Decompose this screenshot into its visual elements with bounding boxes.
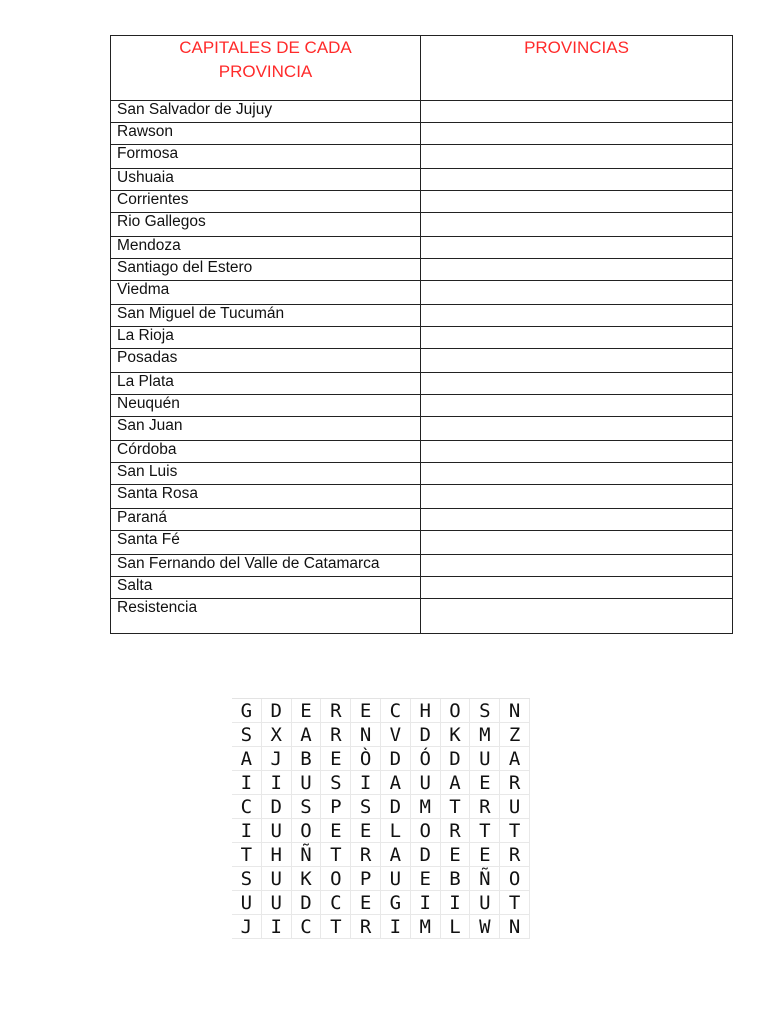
province-answer-cell[interactable] (421, 305, 733, 327)
table-row (111, 213, 733, 237)
letter-cell[interactable]: I (381, 915, 411, 939)
letter-cell[interactable]: C (232, 795, 262, 819)
letter-cell[interactable]: R (321, 723, 351, 747)
capital-cell: Mendoza (111, 237, 421, 259)
capital-cell: Salta (111, 577, 421, 599)
letter-cell[interactable]: I (411, 891, 441, 915)
province-answer-cell[interactable] (421, 213, 733, 237)
capital-cell: Santa Rosa (111, 485, 421, 509)
letter-cell[interactable]: E (470, 843, 500, 867)
capital-cell: Formosa (111, 145, 421, 169)
letter-cell[interactable]: D (381, 747, 411, 771)
letter-cell[interactable]: D (381, 795, 411, 819)
letter-cell[interactable]: U (411, 771, 441, 795)
capital-cell: San Juan (111, 417, 421, 441)
letter-cell[interactable]: P (351, 867, 381, 891)
capital-cell: San Fernando del Valle de Catamarca (111, 555, 421, 577)
province-answer-cell[interactable] (421, 441, 733, 463)
letter-cell[interactable]: U (232, 891, 262, 915)
letter-cell[interactable]: R (441, 819, 471, 843)
letter-cell[interactable]: E (321, 819, 351, 843)
letter-cell[interactable]: I (262, 771, 292, 795)
capital-cell: Córdoba (111, 441, 421, 463)
letter-cell[interactable]: B (441, 867, 471, 891)
letter-cell[interactable]: O (500, 867, 530, 891)
letter-cell[interactable]: R (470, 795, 500, 819)
letter-cell[interactable]: O (411, 819, 441, 843)
letter-cell[interactable]: C (381, 699, 411, 723)
province-answer-cell[interactable] (421, 599, 733, 634)
letter-cell[interactable]: E (292, 699, 322, 723)
letter-cell[interactable]: U (292, 771, 322, 795)
table-row (111, 169, 733, 191)
capital-cell: San Luis (111, 463, 421, 485)
letter-cell[interactable]: S (292, 795, 322, 819)
letter-cell[interactable]: M (411, 915, 441, 939)
capital-cell: Corrientes (111, 191, 421, 213)
letter-cell[interactable]: T (321, 843, 351, 867)
letter-cell[interactable]: H (411, 699, 441, 723)
letter-cell[interactable]: B (292, 747, 322, 771)
province-answer-cell[interactable] (421, 169, 733, 191)
province-answer-cell[interactable] (421, 577, 733, 599)
table-row (111, 531, 733, 555)
letter-cell[interactable]: O (441, 699, 471, 723)
capital-cell: Viedma (111, 281, 421, 305)
letter-cell[interactable]: J (232, 915, 262, 939)
letter-cell[interactable]: M (470, 723, 500, 747)
letter-cell[interactable]: R (351, 843, 381, 867)
capital-cell: Resistencia (111, 599, 421, 634)
letter-cell[interactable]: D (411, 843, 441, 867)
capital-cell: Neuquén (111, 395, 421, 417)
table-row (111, 555, 733, 577)
letter-cell[interactable]: R (321, 699, 351, 723)
letter-cell[interactable]: A (381, 771, 411, 795)
letter-cell[interactable]: I (441, 891, 471, 915)
province-answer-cell[interactable] (421, 509, 733, 531)
capital-cell: San Miguel de Tucumán (111, 305, 421, 327)
table-row (111, 259, 733, 281)
letter-cell[interactable]: D (262, 795, 292, 819)
province-answer-cell[interactable] (421, 555, 733, 577)
letter-cell[interactable]: A (232, 747, 262, 771)
letter-cell[interactable]: E (441, 843, 471, 867)
table-row (111, 441, 733, 463)
letter-cell[interactable]: T (232, 843, 262, 867)
table-row (111, 577, 733, 599)
letter-cell[interactable]: D (441, 747, 471, 771)
letter-cell[interactable]: E (411, 867, 441, 891)
letter-cell[interactable]: E (351, 819, 381, 843)
table-row (111, 191, 733, 213)
capital-cell: La Rioja (111, 327, 421, 349)
province-answer-cell[interactable] (421, 191, 733, 213)
table-row (111, 599, 733, 634)
letter-cell[interactable]: Ñ (292, 843, 322, 867)
capital-cell: Rawson (111, 123, 421, 145)
letter-cell[interactable]: J (262, 747, 292, 771)
letter-cell[interactable]: O (292, 819, 322, 843)
letter-cell[interactable]: A (381, 843, 411, 867)
letter-cell[interactable]: E (351, 699, 381, 723)
letter-cell[interactable]: S (232, 723, 262, 747)
letter-cell[interactable]: O (321, 867, 351, 891)
province-answer-cell[interactable] (421, 101, 733, 123)
province-answer-cell[interactable] (421, 395, 733, 417)
province-answer-cell[interactable] (421, 145, 733, 169)
province-answer-cell[interactable] (421, 485, 733, 509)
letter-cell[interactable]: A (500, 747, 530, 771)
letter-cell[interactable]: N (351, 723, 381, 747)
letter-cell[interactable]: H (262, 843, 292, 867)
letter-cell[interactable]: E (351, 891, 381, 915)
letter-cell[interactable]: T (500, 891, 530, 915)
letter-cell[interactable]: I (232, 819, 262, 843)
letter-cell[interactable]: U (470, 891, 500, 915)
letter-cell[interactable]: D (411, 723, 441, 747)
letter-cell[interactable]: U (500, 795, 530, 819)
letter-cell[interactable]: T (500, 819, 530, 843)
letter-cell[interactable]: G (381, 891, 411, 915)
table-row (111, 281, 733, 305)
letter-cell[interactable]: Ñ (470, 867, 500, 891)
letter-cell[interactable]: U (470, 747, 500, 771)
letter-cell[interactable]: U (262, 819, 292, 843)
table-row (111, 417, 733, 441)
letter-cell[interactable]: E (321, 747, 351, 771)
capital-cell: Posadas (111, 349, 421, 373)
capital-cell: Paraná (111, 509, 421, 531)
letter-cell[interactable]: M (411, 795, 441, 819)
header-capitales: CAPITALES DE CADA PROVINCIA (111, 36, 421, 101)
word-search-grid (232, 698, 530, 939)
province-answer-cell[interactable] (421, 417, 733, 441)
letter-cell[interactable]: K (292, 867, 322, 891)
table-row (111, 101, 733, 123)
letter-cell[interactable]: S (321, 771, 351, 795)
letter-cell[interactable]: D (292, 891, 322, 915)
letter-cell[interactable]: T (441, 795, 471, 819)
table-row (111, 485, 733, 509)
capital-cell: San Salvador de Jujuy (111, 101, 421, 123)
letter-cell[interactable]: R (500, 771, 530, 795)
letter-cell[interactable]: L (441, 915, 471, 939)
capital-cell: Santa Fé (111, 531, 421, 555)
letter-cell[interactable]: I (262, 915, 292, 939)
letter-cell[interactable]: R (351, 915, 381, 939)
letter-cell[interactable]: P (321, 795, 351, 819)
letter-cell[interactable]: A (292, 723, 322, 747)
province-answer-cell[interactable] (421, 349, 733, 373)
letter-cell[interactable]: Ó (411, 747, 441, 771)
capital-cell: La Plata (111, 373, 421, 395)
table-row (111, 373, 733, 395)
table-row (111, 463, 733, 485)
letter-cell[interactable]: I (232, 771, 262, 795)
province-answer-cell[interactable] (421, 373, 733, 395)
province-answer-cell[interactable] (421, 237, 733, 259)
letter-cell[interactable]: U (262, 891, 292, 915)
letter-cell[interactable]: C (292, 915, 322, 939)
letter-cell[interactable]: V (381, 723, 411, 747)
letter-cell[interactable]: C (321, 891, 351, 915)
table-header-row (111, 36, 733, 101)
letter-cell[interactable]: W (470, 915, 500, 939)
header-provincias: PROVINCIAS (421, 36, 733, 101)
letter-cell[interactable]: I (351, 771, 381, 795)
capitals-table (110, 35, 733, 634)
letter-cell[interactable]: R (500, 843, 530, 867)
capital-cell: Rio Gallegos (111, 213, 421, 237)
province-answer-cell[interactable] (421, 327, 733, 349)
letter-cell[interactable]: T (321, 915, 351, 939)
letter-cell[interactable]: N (500, 699, 530, 723)
letter-cell[interactable]: G (232, 699, 262, 723)
letter-cell[interactable]: S (232, 867, 262, 891)
table-row (111, 509, 733, 531)
letter-cell[interactable]: Ò (351, 747, 381, 771)
letter-cell[interactable]: A (441, 771, 471, 795)
table-row (111, 349, 733, 373)
letter-cell[interactable]: X (262, 723, 292, 747)
letter-cell[interactable]: E (470, 771, 500, 795)
letter-cell[interactable]: T (470, 819, 500, 843)
table-row (111, 237, 733, 259)
letter-cell[interactable]: U (381, 867, 411, 891)
capital-cell: Ushuaia (111, 169, 421, 191)
letter-cell[interactable]: D (262, 699, 292, 723)
table-row (111, 145, 733, 169)
province-answer-cell[interactable] (421, 463, 733, 485)
table-row (111, 395, 733, 417)
province-answer-cell[interactable] (421, 123, 733, 145)
province-answer-cell[interactable] (421, 281, 733, 305)
letter-cell[interactable]: K (441, 723, 471, 747)
province-answer-cell[interactable] (421, 531, 733, 555)
capital-cell: Santiago del Estero (111, 259, 421, 281)
province-answer-cell[interactable] (421, 259, 733, 281)
letter-cell[interactable]: U (262, 867, 292, 891)
letter-cell[interactable]: L (381, 819, 411, 843)
letter-cell[interactable]: S (351, 795, 381, 819)
table-row (111, 327, 733, 349)
table-row (111, 123, 733, 145)
letter-cell[interactable]: N (500, 915, 530, 939)
letter-cell[interactable]: Z (500, 723, 530, 747)
table-row (111, 305, 733, 327)
table-body (111, 101, 733, 634)
letter-cell[interactable]: S (470, 699, 500, 723)
